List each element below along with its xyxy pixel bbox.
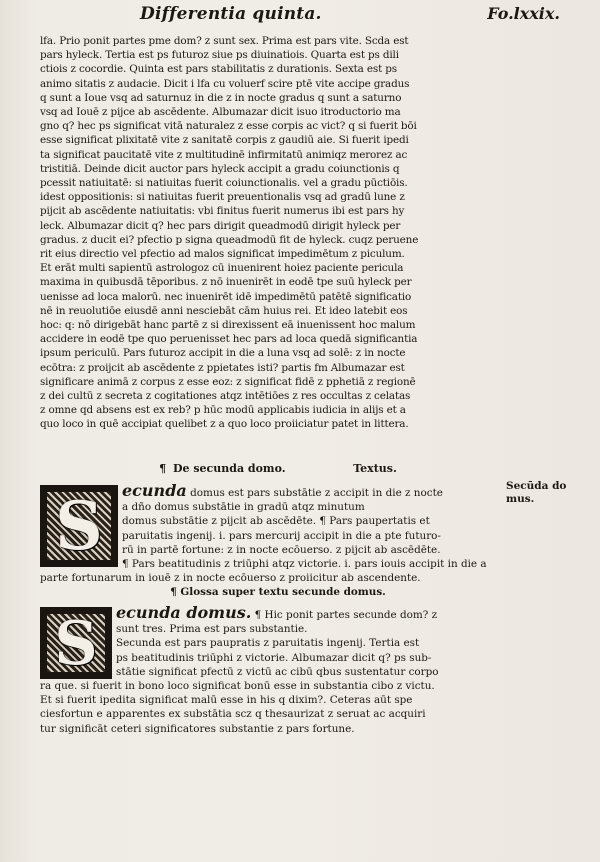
text-line: rit eius directio vel pfectio ad malos significat impedimētum z piculum. — [40, 248, 405, 261]
text-line: tur significāt ceteri significatores substantie z pars fortune. — [40, 722, 355, 735]
text-line: paruitatis ingenij. i. pars mercurij accipit in die a pte futuro- — [122, 529, 441, 542]
decorated-initial — [40, 607, 112, 679]
initial-letter: S — [55, 487, 103, 565]
text-line: a dño domus substātie in gradū atqz minutum — [122, 501, 365, 514]
text-line: pars hyleck. Tertia est ps futuroz siue ps diuinatiois. Quarta est ps dili — [40, 49, 399, 62]
text-line: nē in reuolutiōe eiusdē anni nesciebāt cām huius rei. Et ideo latebit eos — [40, 304, 408, 317]
text-line: gradus. z ducit ei? pfectio p signa queadmodū fit de hyleck. cuqz peruene — [40, 233, 419, 246]
running-header — [140, 4, 560, 28]
text-line: tristitiā. Deinde dicit auctor pars hyleck accipit a gradu coiunctionis q — [40, 162, 400, 175]
text-line: ecōtra: z proijcit ab ascēdente z ppietates isti? partis fm Albumazar est — [40, 361, 405, 374]
decorated-initial — [40, 485, 118, 567]
textus-label: Textus. — [353, 462, 397, 475]
text-line: Et erāt multi sapientū astrologoz cū inuenirent hoiez paciente pericula — [40, 262, 404, 275]
header-title: Differentia quinta. — [140, 4, 322, 24]
commentary-text — [40, 34, 516, 432]
initial-letter: S — [54, 609, 98, 679]
text-line: Secunda est pars paupratis z paruitatis ingenij. Tertia est — [116, 637, 420, 650]
text-line: gno q? hec ps significat vitā naturalez z esse corpis ac vict? q si fuerit bōi — [40, 120, 417, 133]
text-line: leck. Albumazar dicit q? hec pars dirigit queadmodū dirigit hyleck per — [40, 219, 401, 232]
text-line: lfa. Prio ponit partes pme dom? z sunt sex. Prima est pars vite. Scda est — [40, 35, 409, 47]
text-line: Et si fuerit ipedita significat malū esse in his q dixim?. Ceteras aūt spe — [40, 694, 413, 707]
text-line: stātie significat pfectū z victū ac cibū qbus sustentatur corpo — [116, 665, 439, 678]
section-title: De secunda domo. — [173, 462, 286, 475]
pilcrow-mark: ¶ — [159, 462, 167, 475]
text-line: pcessit natiuitatē: si natiuitas fuerit coiunctionalis. vel a gradu pūctiōis. — [40, 177, 408, 190]
text-line: ipsum periculū. Pars futuroz accipit in die a luna vsq ad solē: z in nocte — [40, 347, 406, 360]
text-line: ctiois z cocordie. Quinta est pars stabilitatis z durationis. Sexta est ps — [40, 63, 397, 76]
text-line: ra que. si fuerit in bono loco significat bonū esse in substantia cibo z victu. — [40, 680, 435, 693]
textus-section — [40, 484, 516, 602]
text-line: significare animā z corpus z esse eoz: z significat fidē z pphetiā z regionē — [40, 375, 416, 388]
gloss-section — [40, 606, 516, 746]
text-line: q sunt a Ioue vsq ad saturnuz in die z in nocte gradus q sunt a saturno — [40, 91, 402, 104]
text-line: hoc: q: nō dirigebāt hanc partē z si direxissent eā inuenissent hoc malum — [40, 319, 416, 332]
text-line: uenisse ad loca malorū. nec inuenirēt idē impedimētū patētē significatio — [40, 290, 412, 303]
text-line: ta significat paucitatē vite z multitudinē infirmitatū animiqz merorez ac — [40, 148, 408, 161]
gloss-lead-word: ecunda domus. — [116, 606, 252, 622]
section-heading — [40, 462, 516, 475]
text-line: esse significat plixitatē vite z sanitatē corpis z gaudiū aie. Si fuerit ipedi — [40, 134, 409, 147]
text-line: ¶ Hic ponit partes secunde dom? z — [254, 609, 438, 621]
text-line: accidere in eodē tpe quo peruenisset hec pars ad loca quedā significantia — [40, 333, 418, 346]
gloss-title: ¶ Glossa super textu secunde domus. — [170, 586, 386, 599]
text-line: domus substātie z pijcit ab ascēdēte. ¶ Pars paupertatis et — [122, 515, 430, 528]
text-line: sunt tres. Prima est pars substantie. — [116, 623, 308, 636]
text-line: rū in partē fortune: z in nocte ecōuerso. z pijcit ab ascēdēte. — [122, 543, 441, 556]
text-line: maxima in quibusdā tēporibus. z nō inuenirēt in eodē tpe suū hyleck per — [40, 276, 412, 289]
margin-note: Secūda do mus. — [506, 480, 567, 505]
text-line: animo sitatis z audacie. Dicit i lfa cu voluerf scire ptē vite accipe gradus — [40, 77, 410, 90]
text-line: idest oppositionis: si natiuitas fuerit preuentionalis vsq ad gradū lune z — [40, 191, 405, 204]
text-line: parte fortunarum in iouē z in nocte ecōuerso z proiicitur ab ascendente. — [40, 572, 421, 585]
text-line: quo loco in quē accipiat quelibet z a quo loco proiiciatur patet in littera. — [40, 418, 409, 431]
text-line: z dei cultū z secreta z cogitationes atqz intētiōes z res occultas z celatas — [40, 390, 411, 403]
text-line: ps beatitudinis triūphi z victorie. Albumazar dicit q? ps sub- — [116, 651, 432, 664]
text-line: ciesfortun e apparentes ex substātia scz q thesaurizat z seruat ac acquiri — [40, 708, 426, 721]
text-line: z omne qd absens est ex reb? p hūc modū applicabis iudicia in alijs et a — [40, 404, 406, 417]
textus-first-line — [122, 484, 516, 500]
text-line: pijcit ab ascēdente natiuitatis: vbi finitus fuerit numerus ibi est pars hy — [40, 205, 405, 218]
text-line: domus est pars substātie z accipit in die z nocte — [190, 487, 443, 499]
text-line: ¶ Pars beatitudinis z triūphi atqz victorie. i. pars iouis accipit in die a — [122, 558, 487, 571]
textus-lead-word: ecunda — [122, 484, 187, 500]
gloss-first-line — [116, 606, 516, 622]
text-line: vsq ad Iouē z pijce ab ascēdente. Albumazar dicit isuo itroductorio ma — [40, 106, 401, 119]
folio-number: Fo.lxxix. — [487, 4, 560, 23]
